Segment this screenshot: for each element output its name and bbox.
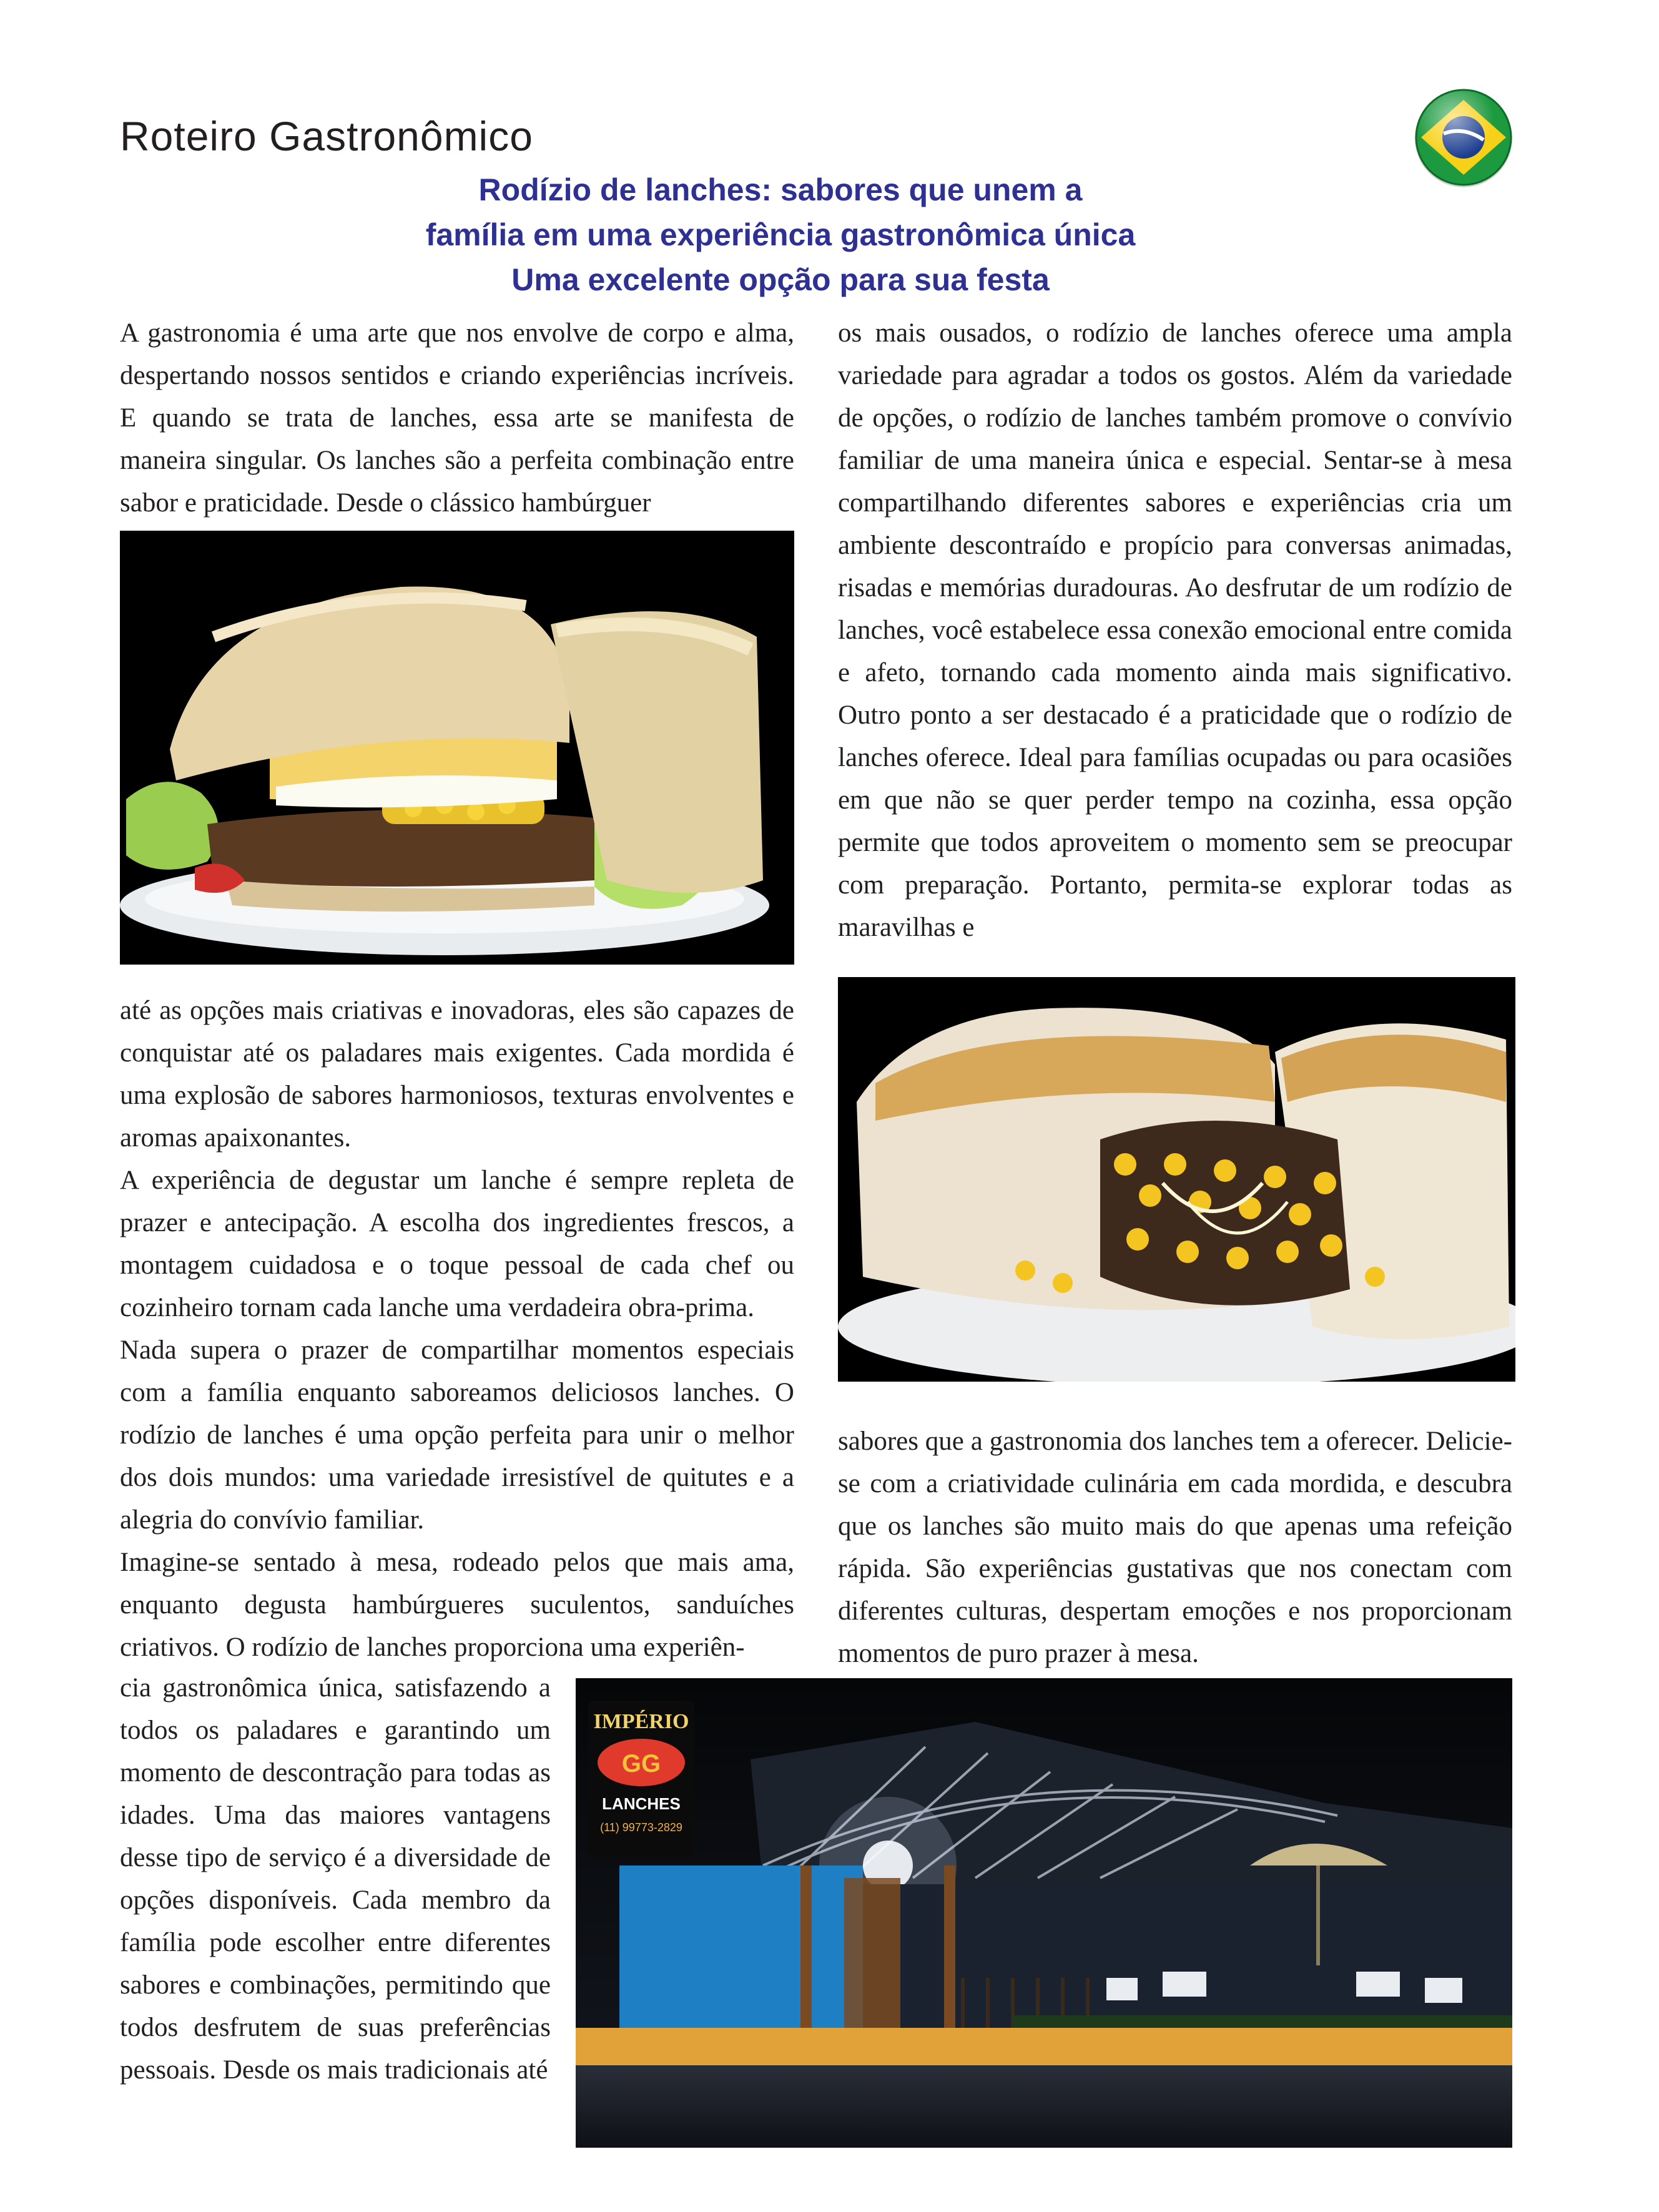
col2-closing-paragraph: sabores que a gastronomia dos lanches tem a oferecer. Delicie-se com a criatividade culinária em cada mordida, e descubra que os lanches são muito mais do que apenas uma refeição rápida. São experiências gustativas que nos conectam com diferentes culturas, despertam emoções e nos proporcionam momentos de puro prazer à mesa. [838, 1427, 1512, 1668]
col1-intro-paragraph: A gastronomia é uma arte que nos envolve de corpo e alma, despertando nossos sentidos e criando experiências incríveis. E quando se trata de lanches, essa arte se manifesta de maneira singular. Os lanches são a perfeita combinação entre sabor e praticidade. Desde o clássico hambúrguer [120, 318, 794, 518]
brazil-flag-icon [1412, 86, 1515, 189]
headline-line-1: Rodízio de lanches: sabores que unem a [478, 172, 1083, 207]
paragraph-options: até as opções mais criativas e inovadoras, eles são capazes de conquistar até os paladares mais exigentes. Cada mordida é uma explosão de sabores harmoniosos, texturas envolventes e aromas apaixonantes. [120, 996, 794, 1153]
sign-logo-letters: GG [621, 1750, 661, 1777]
storefront-photo [576, 1678, 1512, 2148]
col2-intro-paragraph: os mais ousados, o rodízio de lanches oferece uma ampla variedade para agradar a todos os gostos. Além da variedade de opções, o rodízio de lanches também promove o convívio familiar de uma maneira única e especial. Sentar-se à mesa compartilhando diferentes sabores e experiências cria um ambiente descontraído e propício para conversas animadas, risadas e memórias duradouras. Ao desfrutar de um rodízio de lanches, você estabelece essa conexão emocional entre comida e afeto, tornando cada momento ainda mais significativo. Outro ponto a ser destacado é a praticidade que o rodízio de lanches oferece. Ideal para famílias ocupadas ou para ocasiões em que não se quer perder tempo na cozinha, essa opção permite que todos aproveitem o momento sem se preocupar com preparação. Portanto, permita-se explorar todas as maravilhas e [838, 318, 1512, 942]
section-title: Roteiro Gastronômico [120, 113, 533, 159]
burger-photo-egg [120, 531, 794, 965]
headline-subtitle: Uma excelente opção para sua festa [511, 262, 1050, 297]
sign-brand-text: IMPÉRIO [593, 1710, 689, 1733]
sign-word: LANCHES [602, 1794, 681, 1813]
paragraph-imagine: Imagine-se sentado à mesa, rodeado pelos que mais ama, enquanto degusta hambúrgueres suculentos, sanduíches criativos. O rodízio de lanches proporciona uma experiên- [120, 1548, 794, 1662]
burger-photo-corn [838, 977, 1515, 1382]
article-headline [237, 167, 1324, 302]
paragraph-family: Nada supera o prazer de compartilhar momentos especiais com a família enquanto saboreamos deliciosos lanches. O rodízio de lanches é uma opção perfeita para unir o melhor dos dois mundos: uma variedade irresistível de quitutes e a alegria do convívio familiar. [120, 1335, 794, 1535]
headline-line-2: família em uma experiência gastronômica única [425, 217, 1136, 252]
sign-phone: (11) 99773-2829 [600, 1821, 682, 1834]
paragraph-experience: A experiência de degustar um lanche é sempre repleta de prazer e antecipação. A escolha dos ingredientes frescos, a montagem cuidadosa e o toque pessoal de cada chef ou cozinheiro tornam cada lanche uma verdadeira obra-prima. [120, 1166, 794, 1322]
col1-body [120, 990, 794, 1669]
col1-narrow-paragraph: cia gastronômica única, satisfazendo a todos os paladares e garantindo um momento de descontração para todas as idades. Uma das maiores vantagens desse tipo de serviço é a diversidade de opções disponíveis. Cada membro da família pode escolher entre diferentes sabores e combinações, permitindo que todos desfrutem de suas preferências pessoais. Desde os mais tradicionais até [120, 1673, 551, 2085]
